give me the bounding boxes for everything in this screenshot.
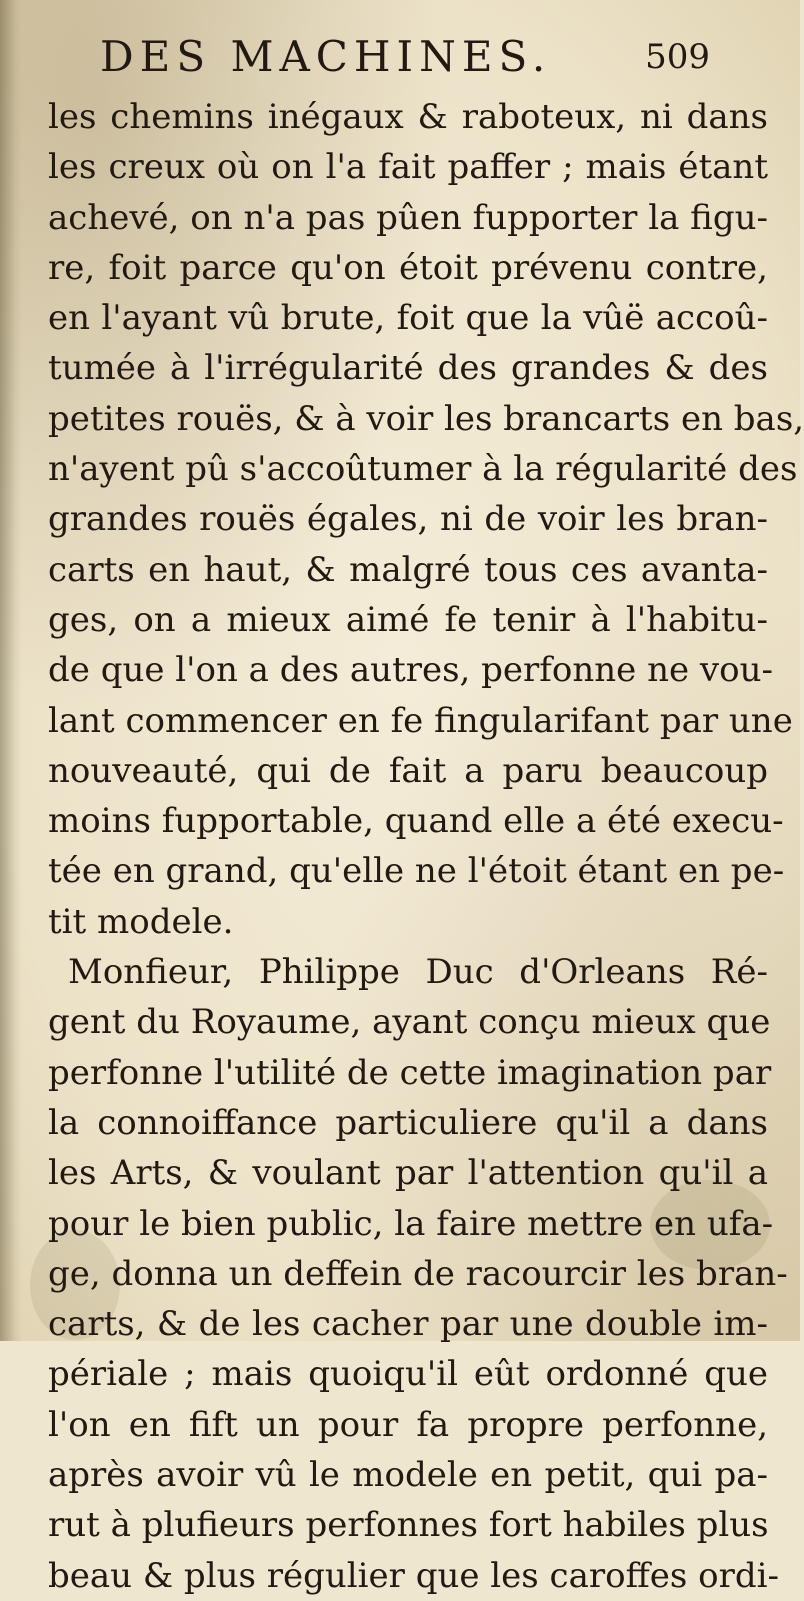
page-number: 509 <box>645 37 710 77</box>
text-line: Monfieur, Philippe Duc d'Orleans Ré- <box>68 952 768 993</box>
page-header <box>82 34 722 80</box>
paragraph-2 <box>48 947 788 1601</box>
text-line: carts en haut, & malgré tous ces avanta- <box>48 549 768 590</box>
text-line: ge, donna un deffein de racourcir les bran- <box>48 1253 788 1294</box>
text-line: périale ; mais quoiqu'il eût ordonné que <box>48 1354 768 1395</box>
text-line: les Arts, & voulant par l'attention qu'il a <box>48 1153 768 1194</box>
text-line: rut à plufieurs perfonnes fort habiles plus <box>48 1505 769 1546</box>
text-line: tit modele. <box>48 901 234 942</box>
text-line: tumée à l'irrégularité des grandes & des <box>48 348 768 389</box>
text-line: en l'ayant vû brute, foit que la vûë accoû- <box>48 298 768 339</box>
text-line: pour le bien public, la faire mettre en ufa- <box>48 1203 774 1244</box>
text-line: grandes rouës égales, ni de voir les bran- <box>48 499 768 540</box>
text-line: nouveauté, qui de fait a paru beaucoup <box>48 750 768 791</box>
paragraph-1 <box>48 92 804 947</box>
text-line: re, foit parce qu'on étoit prévenu contre, <box>48 247 768 288</box>
text-line: les chemins inégaux & raboteux, ni dans <box>48 97 768 137</box>
text-line: gent du Royaume, ayant conçu mieux que <box>48 1002 771 1043</box>
text-line: les creux où on l'a fait paffer ; mais étant <box>48 147 768 188</box>
text-line: l'on en fift un pour fa propre perfonne, <box>48 1404 768 1445</box>
text-line: lant commencer en fe fingularifant par une <box>48 700 793 741</box>
text-line: n'ayent pû s'accoûtumer à la régularité des <box>48 449 798 490</box>
text-line: de que l'on a des autres, perfonne ne vou- <box>48 650 773 691</box>
text-line: perfonne l'utilité de cette imagination par <box>48 1052 772 1093</box>
body-text <box>48 92 804 1601</box>
text-line: tée en grand, qu'elle ne l'étoit étant en pe- <box>48 851 785 892</box>
page-gutter-shadow <box>0 0 22 1341</box>
running-title: DES MACHINES. <box>100 32 552 81</box>
text-line: moins fupportable, quand elle a été execu- <box>48 801 784 842</box>
text-line: ges, on a mieux aimé fe tenir à l'habitu- <box>48 599 768 640</box>
text-line: achevé, on n'a pas pûen fupporter la figu- <box>48 197 768 238</box>
text-line: la connoiffance particuliere qu'il a dans <box>48 1102 768 1143</box>
text-line: petites rouës, & à voir les brancarts en bas, <box>48 398 804 439</box>
text-line: après avoir vû le modele en petit, qui pa- <box>48 1455 768 1496</box>
text-line: carts, & de les cacher par une double im- <box>48 1304 768 1345</box>
text-line: beau & plus régulier que les caroffes ordi- <box>48 1555 779 1596</box>
